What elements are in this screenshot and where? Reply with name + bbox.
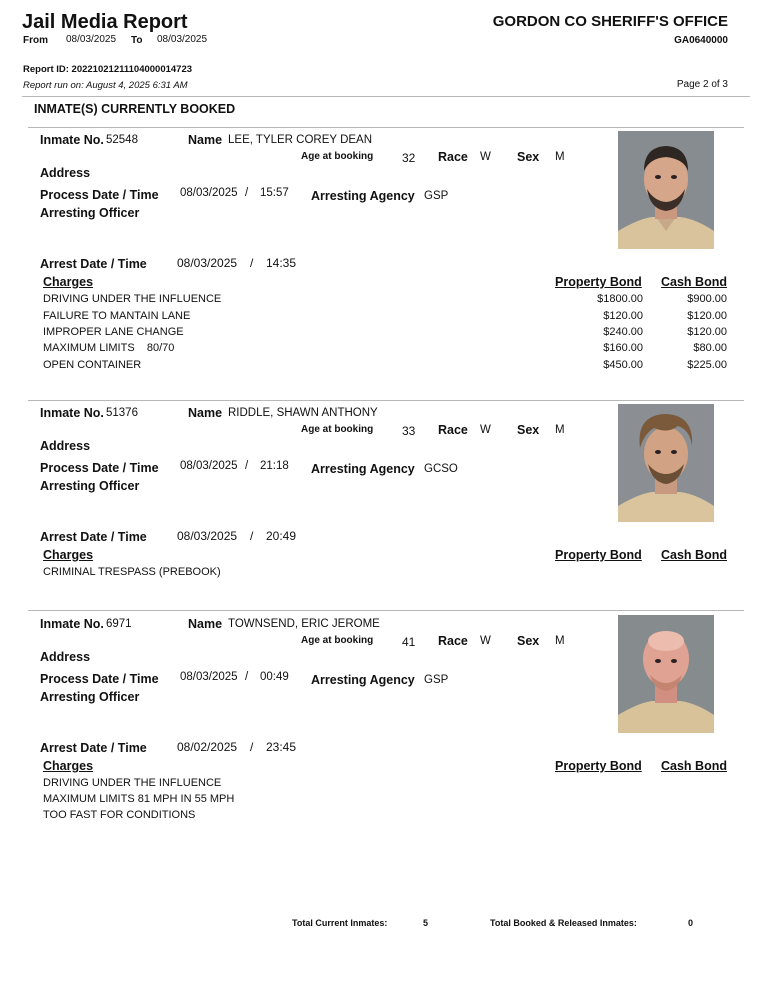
from-label: From <box>23 35 48 46</box>
process-time: 00:49 <box>260 671 289 683</box>
age-label: Age at booking <box>301 424 374 435</box>
arrest-label: Arrest Date / Time <box>40 257 147 271</box>
address-label: Address <box>40 166 91 180</box>
cash-bond-value: $120.00 <box>687 326 727 338</box>
cash-bond-value: $900.00 <box>687 293 727 305</box>
age-value: 41 <box>402 635 416 649</box>
arresting-agency-value: GSP <box>424 674 449 686</box>
property-bond-value: $450.00 <box>603 359 643 371</box>
race-label: Race <box>438 150 468 164</box>
inmate-photo <box>618 404 714 522</box>
charges-header: Charges <box>43 759 94 773</box>
report-title: Jail Media Report <box>22 11 188 33</box>
arrest-time: 14:35 <box>266 256 297 270</box>
charges-header: Charges <box>43 548 94 562</box>
arrest-date: 08/02/2025 <box>177 740 238 754</box>
name-label: Name <box>188 406 223 420</box>
property-bond-value: $160.00 <box>603 342 643 354</box>
race-value: W <box>480 635 491 647</box>
process-slash: / <box>245 671 249 683</box>
arrest-label: Arrest Date / Time <box>40 741 147 755</box>
agency-code: GA0640000 <box>674 35 728 46</box>
process-label: Process Date / Time <box>40 461 159 475</box>
arrest-slash: / <box>250 256 254 270</box>
arresting-agency-value: GCSO <box>424 463 458 475</box>
sex-label: Sex <box>517 634 540 648</box>
address-label: Address <box>40 439 91 453</box>
cash-bond-header: Cash Bond <box>661 548 727 562</box>
process-label: Process Date / Time <box>40 672 159 686</box>
arrest-slash: / <box>250 740 254 754</box>
age-label: Age at booking <box>301 151 374 162</box>
charge-name: FAILURE TO MANTAIN LANE <box>43 310 191 322</box>
to-date: 08/03/2025 <box>157 34 208 45</box>
process-date: 08/03/2025 <box>180 187 238 199</box>
inmate-no-value: 52548 <box>106 134 138 146</box>
charge-name: TOO FAST FOR CONDITIONS <box>43 809 196 821</box>
arrest-date: 08/03/2025 <box>177 529 238 543</box>
property-bond-header: Property Bond <box>555 548 642 562</box>
charge-name: IMPROPER LANE CHANGE <box>43 326 184 338</box>
sex-value: M <box>555 151 565 163</box>
arresting-officer-label: Arresting Officer <box>40 206 140 220</box>
charge-name: MAXIMUM LIMITS 80/70 <box>43 342 175 354</box>
property-bond-value: $120.00 <box>603 310 643 322</box>
sex-label: Sex <box>517 150 540 164</box>
to-label: To <box>131 35 143 46</box>
process-label: Process Date / Time <box>40 188 159 202</box>
inmate-no-label: Inmate No. <box>40 617 104 631</box>
arresting-agency-label: Arresting Agency <box>311 189 415 203</box>
total-current-label: Total Current Inmates: <box>292 918 388 928</box>
arresting-officer-label: Arresting Officer <box>40 690 140 704</box>
process-time: 21:18 <box>260 460 289 472</box>
cash-bond-header: Cash Bond <box>661 759 727 773</box>
age-label: Age at booking <box>301 635 374 646</box>
race-value: W <box>480 151 491 163</box>
inmate-no-value: 6971 <box>106 618 132 630</box>
arresting-agency-label: Arresting Agency <box>311 673 415 687</box>
name-label: Name <box>188 133 223 147</box>
race-label: Race <box>438 423 468 437</box>
cash-bond-value: $80.00 <box>693 342 727 354</box>
inmate-photo <box>618 131 714 249</box>
arrest-slash: / <box>250 529 254 543</box>
name-value: TOWNSEND, ERIC JEROME <box>228 618 380 630</box>
race-label: Race <box>438 634 468 648</box>
total-released-label: Total Booked & Released Inmates: <box>490 918 637 928</box>
property-bond-header: Property Bond <box>555 759 642 773</box>
inmate-no-value: 51376 <box>106 407 138 419</box>
sex-value: M <box>555 635 565 647</box>
charge-name: OPEN CONTAINER <box>43 359 142 371</box>
total-released-value: 0 <box>688 918 694 928</box>
charge-name: DRIVING UNDER THE INFLUENCE <box>43 293 222 305</box>
arrest-date: 08/03/2025 <box>177 256 238 270</box>
cash-bond-value: $120.00 <box>687 310 727 322</box>
sex-value: M <box>555 424 565 436</box>
section-title: INMATE(S) CURRENTLY BOOKED <box>34 102 236 116</box>
name-label: Name <box>188 617 223 631</box>
process-time: 15:57 <box>260 187 289 199</box>
arresting-officer-label: Arresting Officer <box>40 479 140 493</box>
charge-name: MAXIMUM LIMITS 81 MPH IN 55 MPH <box>43 793 235 805</box>
arrest-time: 20:49 <box>266 529 297 543</box>
sex-label: Sex <box>517 423 540 437</box>
header-divider <box>22 96 750 97</box>
process-date: 08/03/2025 <box>180 671 238 683</box>
cash-bond-value: $225.00 <box>687 359 727 371</box>
charges-header: Charges <box>43 275 94 289</box>
name-value: LEE, TYLER COREY DEAN <box>228 134 373 146</box>
address-label: Address <box>40 650 91 664</box>
inmate-no-label: Inmate No. <box>40 406 104 420</box>
race-value: W <box>480 424 491 436</box>
inmate-photo <box>618 615 714 733</box>
age-value: 32 <box>402 151 416 165</box>
charge-name: CRIMINAL TRESPASS (PREBOOK) <box>43 566 221 578</box>
section-divider <box>28 127 744 128</box>
process-slash: / <box>245 460 249 472</box>
report-id: Report ID: 20221021211104000014723 <box>23 64 193 75</box>
property-bond-value: $1800.00 <box>597 293 643 305</box>
record-divider <box>28 400 744 401</box>
report-run-date: Report run on: August 4, 2025 6:31 AM <box>23 80 188 91</box>
from-date: 08/03/2025 <box>66 34 117 45</box>
arresting-agency-value: GSP <box>424 190 449 202</box>
process-slash: / <box>245 187 249 199</box>
name-value: RIDDLE, SHAWN ANTHONY <box>228 407 378 419</box>
charge-name: DRIVING UNDER THE INFLUENCE <box>43 777 222 789</box>
age-value: 33 <box>402 424 416 438</box>
process-date: 08/03/2025 <box>180 460 238 472</box>
total-current-value: 5 <box>423 918 429 928</box>
property-bond-header: Property Bond <box>555 275 642 289</box>
inmate-no-label: Inmate No. <box>40 133 104 147</box>
arrest-label: Arrest Date / Time <box>40 530 147 544</box>
cash-bond-header: Cash Bond <box>661 275 727 289</box>
arresting-agency-label: Arresting Agency <box>311 462 415 476</box>
arrest-time: 23:45 <box>266 740 297 754</box>
page-number: Page 2 of 3 <box>676 79 728 90</box>
property-bond-value: $240.00 <box>603 326 643 338</box>
agency-name: GORDON CO SHERIFF'S OFFICE <box>492 13 728 30</box>
record-divider <box>28 610 744 611</box>
